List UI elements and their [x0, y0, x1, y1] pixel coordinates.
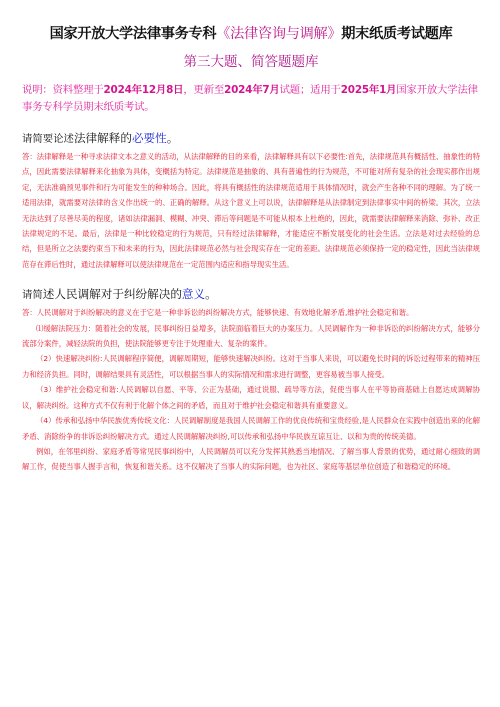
note-text-2: ，更新至 [183, 84, 225, 96]
note-date-1: 2024年12月8日 [103, 84, 184, 96]
section-subtitle: 第三大题、简答题题库 [183, 54, 319, 70]
question-1-text: 法律解释的 [73, 131, 132, 145]
question-1-end: 。 [166, 131, 179, 145]
title-suffix: 期末纸质考试题库 [341, 26, 453, 42]
note-date-3: 2025年1月 [340, 84, 397, 96]
answer-2-point-3: （3）维护社会稳定和谐:人民调解以自愿、平等、公正为基础，通过说服、疏导等方法，促使当事人在平等协商基础上自愿达成调解协议，解决纠纷。这种方式不仅有利于化解个体之间的矛盾，而且对于维护社会稳定和谐具有重要意义。 [22, 385, 480, 410]
note-text-3: 试题；适用于 [279, 84, 341, 96]
question-2 [22, 286, 480, 303]
question-1-prefix: 请简要论述 [22, 133, 74, 145]
question-2-prefix: 请简 [22, 289, 43, 302]
description-note [22, 82, 480, 116]
answer-2-example: 例如，在邻里纠纷、家庭矛盾等常见民事纠纷中，人民调解员可以充分发挥其熟悉当地情况、了解当事人背景的优势，通过耐心细致的调解工作，促使当事人握手言和，恢复和谐关系。这不仅解决了当事人的实际问题，也为社区、家庭等基层单位创造了和谐稳定的环境。 [22, 446, 480, 472]
title-course: 《法律咨询与调解》 [216, 26, 342, 42]
note-date-2: 2024年7月 [224, 84, 280, 96]
answer-1-paragraph: 答：法律解释是一种寻求法律文本之意义的活动，从法律解释的目的来看，法律解释具有以下必要性:首先，法律规范具有概括性、抽象性的特点，因此需要法律解释来化抽象为具体，变概括为特定。法律规范是抽象的、具有普遍性的行为规范，不可能对所有复杂的社会现实都作出规定，无法准确预见事件和行为可能发生的种种场合。因此，将具有概括性的法律规范适用于具体情况时，就会产生各种不同的理解。为了统一适用法律，就需要对法律的含义作出统一的、正确的解释。从这个意义上可以说，法律解释是从法律制定到法律事实中间的桥梁。其次，立法无法达到了尽善尽美的程度，诸如法律漏洞、模糊、冲突、滞后等问题是不可能从根本上杜绝的，因此，就需要法律解释来消除、弥补、改正法律规定的不足。最后，法律是一种比较稳定的行为规范，只有经过法律解释，才能适应不断发展变化的社会生活。立法是对过去经验的总结，但是所立之法要约束当下和未来的行为，因此法律规范必然与社会现实存在一定的差距。法律规范必须保持一定的稳定性，因此当法律规范存在滞后性时，通过法律解释可以使法律规范在一定范围内适应和指导现实生活。 [22, 152, 480, 269]
question-2-end: 。 [205, 287, 217, 302]
answer-1 [22, 149, 480, 272]
question-1 [22, 130, 480, 147]
answer-2-point-4: （4）传承和弘扬中华民族优秀传统文化：人民调解制度是我国人民调解工作的优良传统和宝贵经验,是人民群众在实践中创造出来的化解矛盾、消除纷争的非诉讼纠纷解决方式。通过人民调解解决纠纷,可以传承和弘扬中华民族互谅互让、以和为贵的传统美德。 [22, 416, 480, 441]
note-text-4: 国家开放大学法律事务专科学员期末纸质考试。 [22, 84, 478, 113]
answer-2-point-2: （2）快速解决纠纷:人民调解程序简便，调解周期短，能够快速解决纠纷。这对于当事人来说，可以避免长时间的诉讼过程带来的精神压力和经济负担。同时，调解结果具有灵活性，可以根据当事人的实际情况和需求进行调整，更容易被当事人接受。 [22, 354, 480, 379]
answer-2-paragraph-intro: 答：人民调解对于纠纷解决的意义在于它是一种非诉讼的纠纷解决方式，能够快速、有效地化解矛盾,维护社会稳定和谐。 [22, 308, 414, 318]
answer-2 [22, 305, 480, 474]
question-2-text: 述人民调解对于纠纷解决的 [42, 287, 182, 302]
question-2-keyword: 意义 [181, 287, 206, 302]
answer-2-point-1: ⑴缓解法院压力：随着社会的发展，民事纠纷日益增多，法院面临着巨大的办案压力。人民调解作为一种非诉讼的纠纷解决方式，能够分流部分案件，减轻法院的负担，使法院能够更专注于处理重大、复杂的案件。 [22, 323, 480, 349]
note-text-1: 说明：资料整理于 [22, 84, 104, 96]
page-title [22, 24, 480, 44]
question-1-keyword: 必要性 [131, 131, 167, 145]
title-prefix: 国家开放大学法律事务专科 [49, 26, 217, 42]
